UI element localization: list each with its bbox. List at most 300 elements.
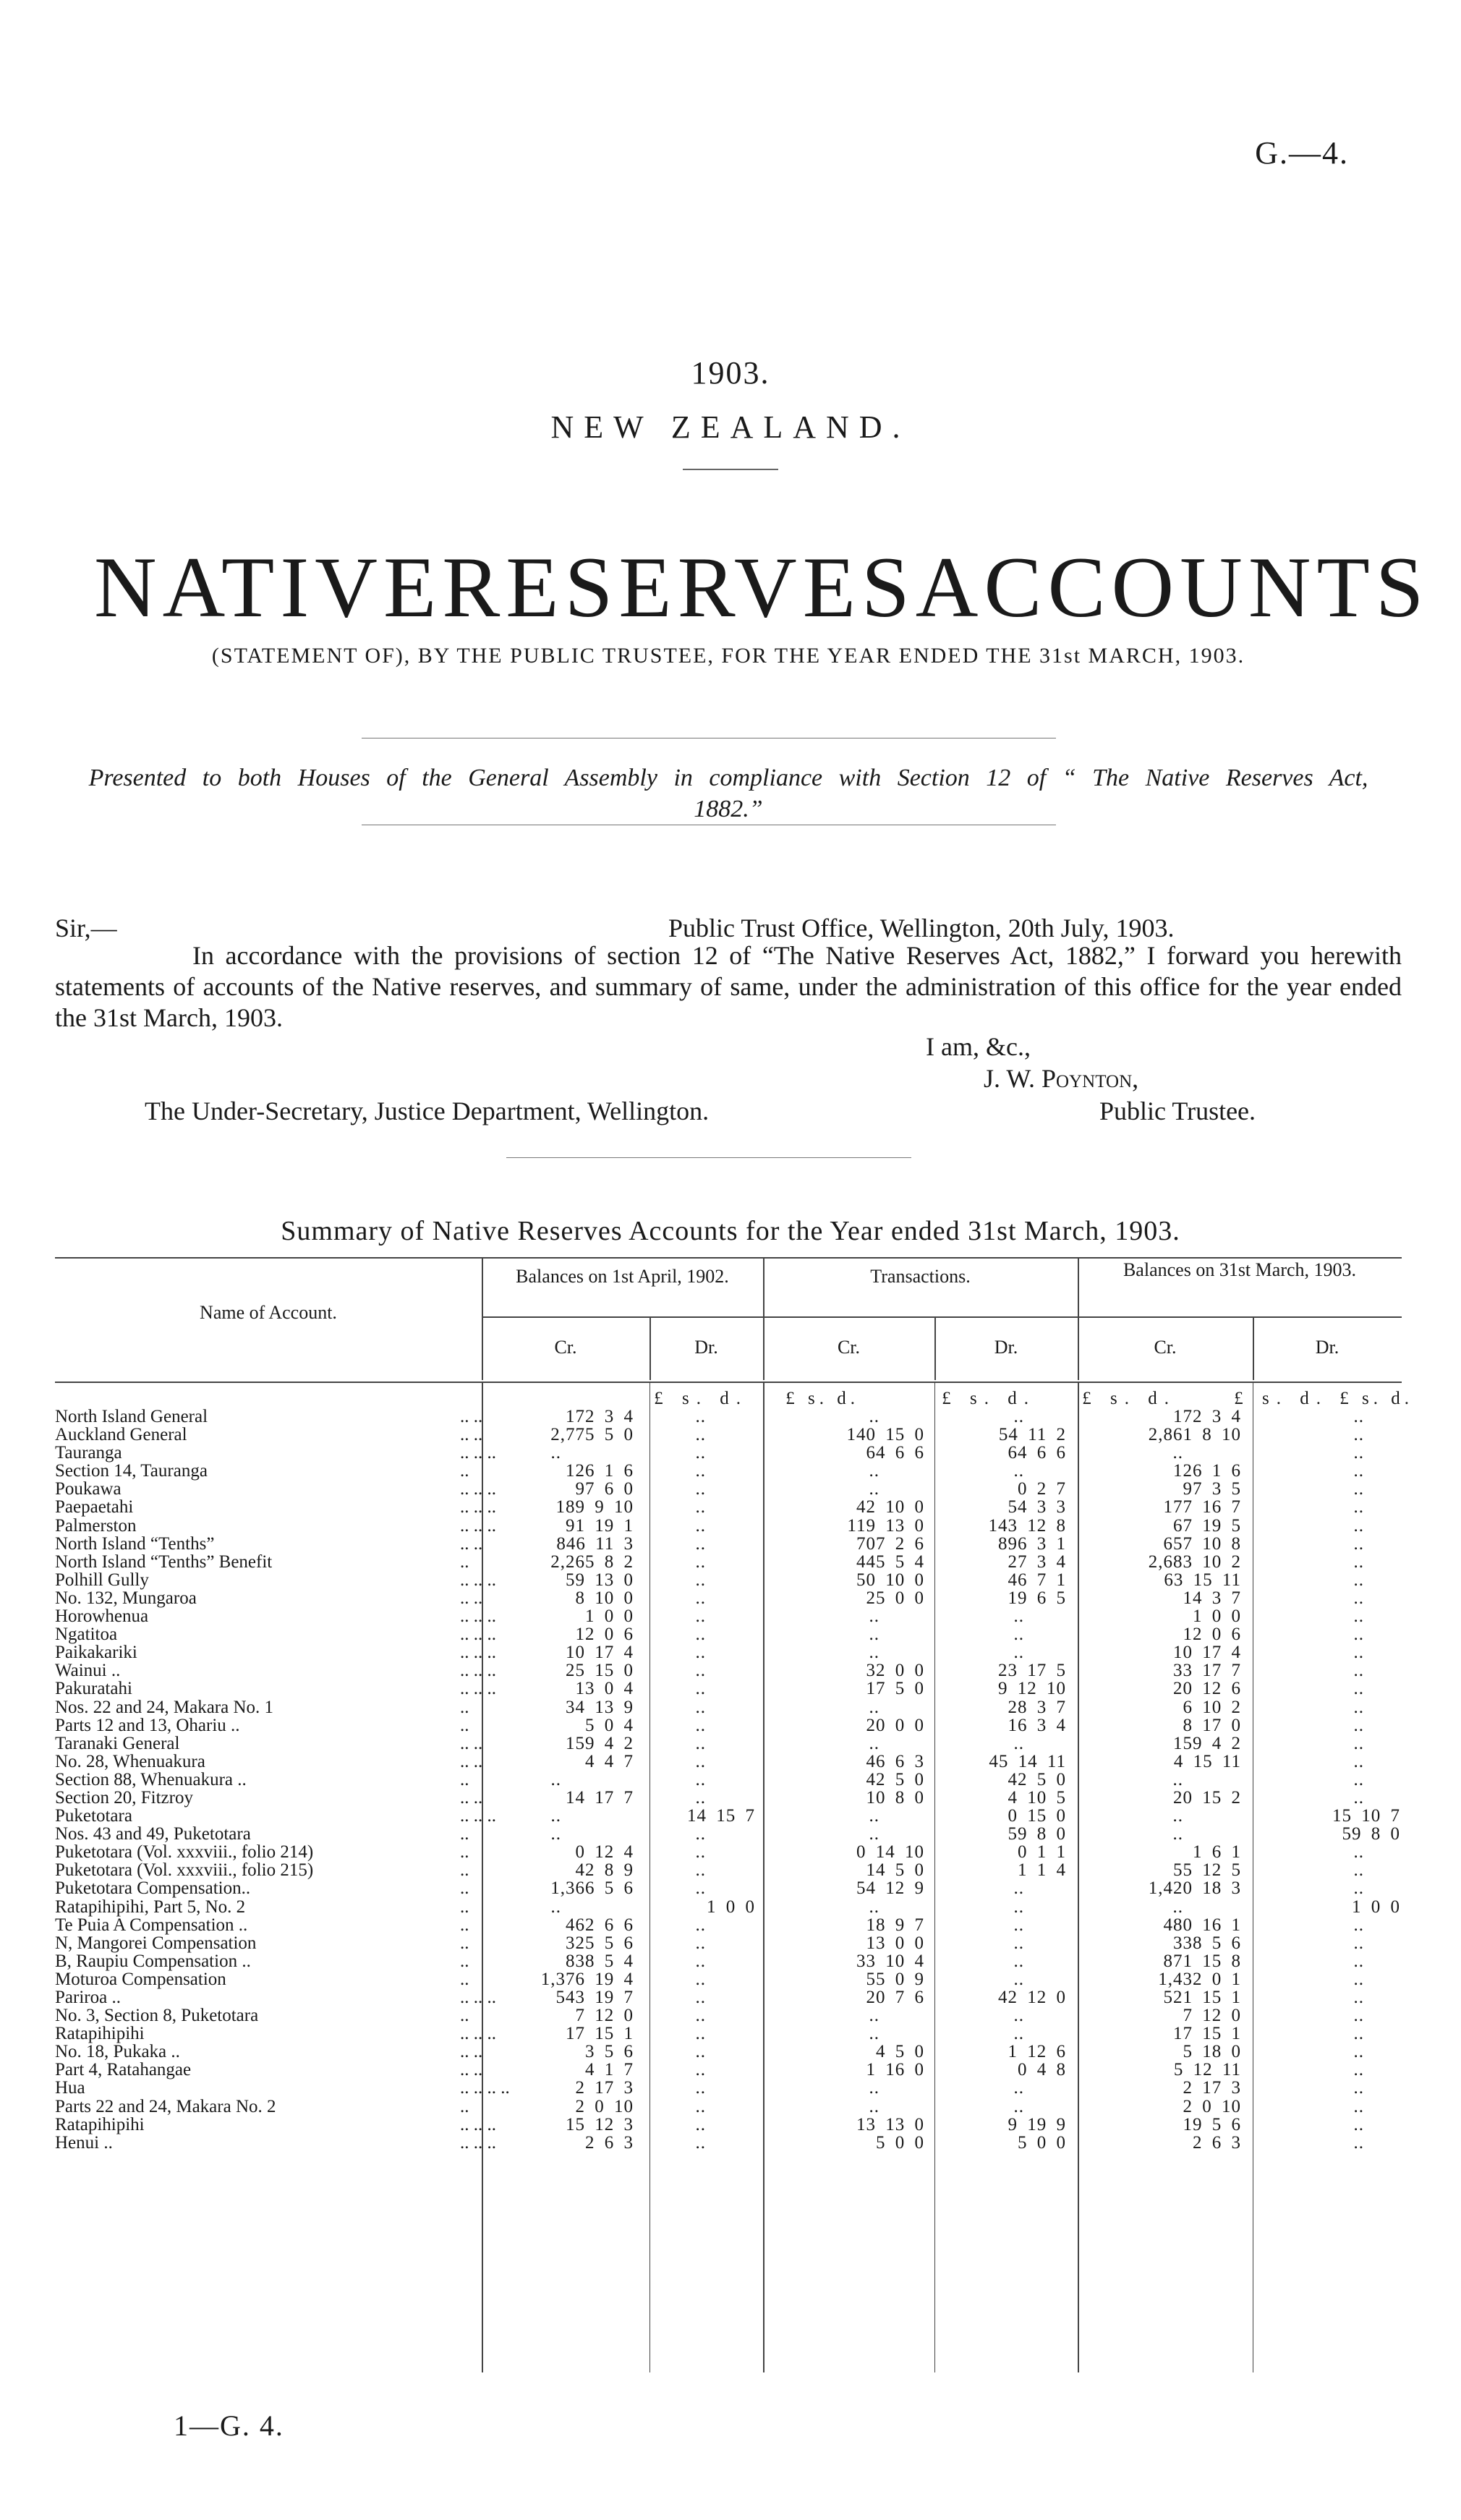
amount-cell: 46 6 3 [866,1751,924,1771]
amount-cell: .. [695,1679,706,1699]
amount-cell: .. [695,1769,706,1789]
amount-cell: .. [695,1497,706,1517]
amount-cell: .. [1172,1897,1183,1917]
amount-cell: 7 12 0 [575,2006,634,2026]
amount-cell: .. [695,1479,706,1499]
amount-cell: 17 5 0 [866,1679,924,1699]
table-row [55,1734,1402,1753]
amount-cell: .. [1353,1425,1364,1445]
amount-cell: 0 15 0 [1008,1806,1066,1826]
leader-dots: .. .. .. [460,1661,496,1681]
amount-cell: .. [1013,1933,1024,1953]
amount-cell: 13 0 4 [575,1679,634,1699]
letter-signer-title: Public Trustee. [1099,1097,1256,1125]
amount-cell: 5 18 0 [1183,2042,1241,2062]
amount-cell: 1 6 1 [1193,1842,1241,1863]
amount-cell: 54 12 9 [856,1878,924,1899]
amount-cell: .. [550,1769,561,1789]
amount-cell: .. [695,1733,706,1753]
amount-cell: .. [695,1878,706,1899]
col-header-name: Name of Account. [200,1302,337,1323]
table-row [55,1625,1402,1643]
amount-cell: 25 15 0 [566,1661,634,1681]
amount-cell: 67 19 5 [1173,1515,1241,1536]
amount-cell: 325 5 6 [566,1933,634,1953]
leader-dots: .. [460,1951,469,1971]
amount-cell: 19 6 5 [1008,1588,1066,1608]
amount-cell: .. [1353,1878,1364,1899]
account-name: B, Raupiu Compensation .. [55,1951,251,1971]
leader-dots: .. .. .. [460,2114,496,2134]
leader-dots: .. [460,1969,469,1989]
amount-cell: 2,265 8 2 [550,1551,634,1572]
amount-cell: 23 17 5 [998,1661,1066,1681]
amount-cell: .. [1353,1643,1364,1663]
amount-cell: .. [695,2024,706,2044]
table-row [55,1408,1402,1426]
country-heading: NEW ZEALAND. [550,409,911,445]
amount-cell: 12 0 6 [575,1625,634,1645]
amount-cell: 143 12 8 [988,1515,1066,1536]
amount-cell: .. [1353,1860,1364,1881]
account-name: Puketotara (Vol. xxxviii., folio 214) [55,1842,314,1863]
amount-cell: 2,861 8 10 [1148,1425,1241,1445]
leader-dots: .. [460,2006,469,2026]
amount-cell: .. [869,1733,879,1753]
amount-cell: 42 5 0 [866,1769,924,1789]
amount-cell: .. [869,1806,879,1826]
amount-cell: .. [695,1787,706,1808]
amount-cell: .. [695,1988,706,2007]
amount-cell: .. [1353,2024,1364,2044]
table-row [55,1480,1402,1498]
units: £ s. d. [654,1389,748,1408]
amount-cell: 5 0 4 [585,1715,634,1735]
table-row [55,1517,1402,1535]
account-name: Wainui .. [55,1661,121,1681]
account-name: North Island “Tenths” [55,1533,215,1554]
table-row [55,1498,1402,1516]
amount-cell: 189 9 10 [555,1497,634,1517]
amount-cell: .. [1353,1407,1364,1426]
amount-cell: .. [1353,1933,1364,1953]
amount-cell: 20 7 6 [866,1988,924,2007]
amount-cell: 25 0 0 [866,1588,924,1608]
leader-dots: .. .. .. [460,2132,496,2153]
amount-cell: .. [869,1407,879,1426]
amount-cell: .. [695,2078,706,2098]
amount-cell: .. [1353,1461,1364,1481]
account-name: Moturoa Compensation [55,1969,226,1989]
divider [506,1157,911,1158]
amount-cell: .. [550,1824,561,1844]
table-row [55,1898,1402,1916]
divider [683,469,778,470]
account-name: No. 28, Whenuakura [55,1751,205,1771]
amount-cell: .. [1013,1625,1024,1645]
leader-dots: .. .. [460,2060,483,2080]
table-row [55,2098,1402,2116]
amount-cell: 1 1 4 [1018,1860,1066,1881]
amount-cell: .. [695,2060,706,2080]
account-name: Pakuratahi [55,1679,132,1699]
col-header-transactions: Transactions. [870,1266,971,1287]
amount-cell: .. [1013,1733,1024,1753]
leader-dots: .. .. [460,1733,483,1753]
amount-cell: 45 14 11 [989,1751,1066,1771]
amount-cell: 172 3 4 [566,1407,634,1426]
account-name: Ratapihipihi [55,2114,145,2134]
leader-dots: .. .. .. [460,1988,496,2007]
leader-dots: .. .. .. [460,1806,496,1826]
account-name: Horowhenua [55,1606,149,1627]
amount-cell: 34 13 9 [566,1697,634,1717]
amount-cell: .. [695,1551,706,1572]
leader-dots: .. [460,1842,469,1863]
amount-cell: 1 0 0 [1193,1606,1241,1627]
account-name: Section 14, Tauranga [55,1461,208,1481]
amount-cell: .. [695,1915,706,1935]
amount-cell: 657 10 8 [1163,1533,1241,1554]
leader-dots: .. .. [460,1588,483,1608]
amount-cell: .. [1013,1969,1024,1989]
account-name: Part 4, Ratahangae [55,2060,192,2080]
amount-cell: 10 17 4 [1173,1643,1241,1663]
amount-cell: .. [695,1425,706,1445]
amount-cell: 63 15 11 [1164,1570,1241,1590]
amount-cell: .. [869,2096,879,2116]
amount-cell: 55 12 5 [1173,1860,1241,1881]
main-title [94,539,1430,635]
letter-closing: I am, &c., [926,1032,1031,1061]
amount-cell: .. [869,1625,879,1645]
amount-cell: .. [1013,1915,1024,1935]
amount-cell: .. [869,1643,879,1663]
leader-dots: .. .. [460,1787,483,1808]
account-name: Taranaki General [55,1733,180,1753]
presentation-note: Presented to both Houses of the General Assembly in compliance with Section 12 of “ The Native Reserves Act, 1882.” [88,765,1368,822]
amount-cell: .. [1353,1842,1364,1863]
amount-cell: 1,420 18 3 [1148,1878,1241,1899]
page-reference: G.—4. [1255,135,1349,171]
amount-cell: 707 2 6 [856,1533,924,1554]
amount-cell: .. [1353,2006,1364,2026]
table-row [55,2025,1402,2043]
amount-cell: .. [695,1461,706,1481]
amount-cell: 20 15 2 [1173,1787,1241,1808]
table-row [55,1843,1402,1861]
amount-cell: 159 4 2 [1173,1733,1241,1753]
account-name: Polhill Gully [55,1570,149,1590]
report-year: 1903. [691,355,770,391]
amount-cell: .. [1353,2042,1364,2062]
account-name: No. 18, Pukaka .. [55,2042,180,2062]
account-name: Nos. 43 and 49, Puketotara [55,1824,251,1844]
amount-cell: .. [695,1643,706,1663]
amount-cell: 64 6 6 [1008,1443,1066,1463]
amount-cell: 17 15 1 [566,2024,634,2044]
amount-cell: .. [695,1842,706,1863]
amount-cell: 2,683 10 2 [1148,1551,1241,1572]
amount-cell: .. [695,2114,706,2134]
account-name: Te Puia A Compensation .. [55,1915,248,1935]
title-word: ACCOUNTS [915,539,1430,635]
amount-cell: .. [695,1933,706,1953]
leader-dots: .. .. .. [460,1479,496,1499]
account-name: Section 20, Fitzroy [55,1787,193,1808]
amount-cell: 19 5 6 [1183,2114,1241,2134]
letter-addressee: The Under-Secretary, Justice Department, Wellington. [145,1097,710,1125]
account-name: Section 88, Whenuakura .. [55,1769,247,1789]
amount-cell: .. [1013,2006,1024,2026]
amount-cell: 2 6 3 [585,2132,634,2153]
col-header-dr: Dr. [994,1337,1018,1358]
amount-cell: 1 0 0 [707,1897,755,1917]
amount-cell: 172 3 4 [1173,1407,1241,1426]
amount-cell: .. [1353,1751,1364,1771]
amount-cell: 15 10 7 [1332,1806,1400,1826]
amount-cell: 13 13 0 [856,2114,924,2134]
amount-cell: .. [695,1860,706,1881]
leader-dots: .. .. .. [460,1679,496,1699]
amount-cell: 0 2 7 [1018,1479,1066,1499]
leader-dots: .. [460,1897,469,1917]
amount-cell: 59 13 0 [566,1570,634,1590]
leader-dots: .. [460,1697,469,1717]
leader-dots: .. .. [460,1425,483,1445]
leader-dots: .. .. .. [460,1443,496,1463]
leader-dots: .. [460,1860,469,1881]
table-row [55,1661,1402,1680]
leader-dots: .. .. [460,1751,483,1771]
amount-cell: 3 5 6 [585,2042,634,2062]
amount-cell: .. [695,1697,706,1717]
amount-cell: .. [1353,2060,1364,2080]
amount-cell: 2 17 3 [1183,2078,1241,2098]
account-name: No. 132, Mungaroa [55,1588,197,1608]
amount-cell: 0 14 10 [856,1842,924,1863]
amount-cell: 97 3 5 [1183,1479,1241,1499]
amount-cell: .. [1353,1697,1364,1717]
amount-cell: 338 5 6 [1173,1933,1241,1953]
table-row [55,1643,1402,1661]
amount-cell: .. [695,1533,706,1554]
leader-dots: .. .. .. [460,1570,496,1590]
amount-cell: .. [1353,1715,1364,1735]
amount-cell: 2 0 10 [1183,2096,1241,2116]
amount-cell: .. [1353,1787,1364,1808]
col-header-closing: Balances on 31st March, 1903. [1123,1259,1357,1280]
amount-cell: 42 5 0 [1008,1769,1066,1789]
leader-dots: .. .. .. [460,1515,496,1536]
account-name: Poukawa [55,1479,122,1499]
col-header-dr: Dr. [1315,1337,1339,1358]
amount-cell: 59 8 0 [1342,1824,1400,1844]
amount-cell: .. [1353,1769,1364,1789]
amount-cell: 2 17 3 [575,2078,634,2098]
amount-cell: 4 5 0 [876,2042,924,2062]
amount-cell: 846 11 3 [556,1533,634,1554]
amount-cell: .. [1013,1951,1024,1971]
amount-cell: 91 19 1 [566,1515,634,1536]
account-name: Puketotara Compensation.. [55,1878,251,1899]
units: £ s. d. [1234,1389,1328,1408]
amount-cell: .. [869,2024,879,2044]
amount-cell: .. [1013,1606,1024,1627]
amount-cell: .. [1353,1661,1364,1681]
summary-title: Summary of Native Reserves Accounts for the Year ended 31st March, 1903. [281,1216,1180,1246]
amount-cell: .. [1353,1915,1364,1935]
folio: 1—G. 4. [174,2409,284,2442]
leader-dots: .. .. .. [460,1625,496,1645]
amount-cell: 543 19 7 [555,1988,634,2007]
leader-dots: .. .. .. .. [460,2078,510,2098]
amount-cell: .. [695,1407,706,1426]
account-name: Pariroa .. [55,1988,121,2007]
account-name: Paikakariki [55,1643,137,1663]
amount-cell: 462 6 6 [566,1915,634,1935]
amount-cell: .. [550,1443,561,1463]
table-row [55,1571,1402,1589]
account-name: Ngatitoa [55,1625,118,1645]
amount-cell: 16 3 4 [1008,1715,1066,1735]
amount-cell: .. [1172,1806,1183,1826]
amount-cell: .. [695,1969,706,1989]
amount-cell: 15 12 3 [566,2114,634,2134]
letter-body: In accordance with the provisions of section 12 of “The Native Reserves Act, 1882,” I forward you herewith statements of accounts of the Native reserves, and summary of same, under the administration of this office for the year ended the 31st March, 1903. [55,941,1402,1033]
amount-cell: .. [695,2042,706,2062]
amount-cell: 17 15 1 [1173,2024,1241,2044]
table-row [55,2079,1402,2097]
amount-cell: 5 12 11 [1173,2060,1241,2080]
account-name: Henui .. [55,2132,113,2153]
amount-cell: .. [869,2006,879,2026]
amount-cell: 12 0 6 [1183,1625,1241,1645]
amount-cell: .. [1172,1824,1183,1844]
leader-dots: .. .. [460,2042,483,2062]
amount-cell: .. [1172,1769,1183,1789]
amount-cell: .. [1353,1679,1364,1699]
amount-cell: 18 9 7 [866,1915,924,1935]
amount-cell: 838 5 4 [566,1951,634,1971]
amount-cell: .. [1353,1625,1364,1645]
amount-cell: 27 3 4 [1008,1551,1066,1572]
amount-cell: .. [1013,1461,1024,1481]
amount-cell: 8 17 0 [1183,1715,1241,1735]
account-name: Palmerston [55,1515,137,1536]
amount-cell: 10 8 0 [866,1787,924,1808]
account-name: Hua [55,2078,85,2098]
table-row [55,1535,1402,1553]
amount-cell: .. [869,2078,879,2098]
leader-dots: .. [460,1551,469,1572]
account-name: Puketotara (Vol. xxxviii., folio 215) [55,1860,314,1881]
amount-cell: .. [1353,2114,1364,2134]
amount-cell: 32 0 0 [866,1661,924,1681]
amount-cell: .. [695,2096,706,2116]
amount-cell: .. [1172,1443,1183,1463]
amount-cell: 59 8 0 [1008,1824,1066,1844]
units: £ s. d. [942,1389,1036,1408]
amount-cell: 50 10 0 [856,1570,924,1590]
units: £ s. d. [785,1389,859,1408]
table-row [55,1789,1402,1807]
amount-cell: .. [1353,1570,1364,1590]
amount-cell: 42 10 0 [856,1497,924,1517]
amount-cell: .. [1013,1878,1024,1899]
amount-cell: .. [695,1951,706,1971]
amount-cell: 6 10 2 [1183,1697,1241,1717]
amount-cell: 14 15 7 [687,1806,755,1826]
table-top-rule [55,1257,1402,1259]
amount-cell: .. [695,1625,706,1645]
leader-dots: .. .. .. [460,1643,496,1663]
amount-cell: 2,775 5 0 [550,1425,634,1445]
amount-cell: 54 11 2 [998,1425,1066,1445]
leader-dots: .. .. .. [460,2024,496,2044]
amount-cell: .. [1353,1551,1364,1572]
amount-cell: .. [1353,1515,1364,1536]
amount-cell: 126 1 6 [566,1461,634,1481]
leader-dots: .. .. [460,1407,483,1426]
amount-cell: 140 15 0 [846,1425,924,1445]
amount-cell: .. [695,1606,706,1627]
table-row [55,1698,1402,1716]
amount-cell: 896 3 1 [998,1533,1066,1554]
amount-cell: 1 12 6 [1008,2042,1066,2062]
col-header-opening: Balances on 1st April, 1902. [516,1266,729,1287]
amount-cell: 521 15 1 [1163,1988,1241,2007]
amount-cell: .. [1013,1407,1024,1426]
amount-cell: .. [695,1824,706,1844]
amount-cell: .. [869,1897,879,1917]
amount-cell: 1 0 0 [1352,1897,1400,1917]
amount-cell: 177 16 7 [1163,1497,1241,1517]
account-name: Ratapihipihi [55,2024,145,2044]
amount-cell: .. [1013,2078,1024,2098]
amount-cell: 20 0 0 [866,1715,924,1735]
amount-cell: 33 10 4 [856,1951,924,1971]
amount-cell: .. [550,1897,561,1917]
account-name: North Island “Tenths” Benefit [55,1551,273,1572]
table-body [55,1408,1402,2152]
account-name: Ratapihipihi, Part 5, No. 2 [55,1897,246,1917]
amount-cell: 8 10 0 [575,1588,634,1608]
amount-cell: .. [869,1479,879,1499]
amount-cell: 14 3 7 [1183,1588,1241,1608]
amount-cell: 480 16 1 [1163,1915,1241,1935]
amount-cell: 55 0 9 [866,1969,924,1989]
amount-cell: .. [550,1806,561,1826]
amount-cell: .. [1353,1969,1364,1989]
amount-cell: .. [869,1824,879,1844]
amount-cell: 445 5 4 [856,1551,924,1572]
table-row [55,2043,1402,2061]
amount-cell: .. [695,1715,706,1735]
amount-cell: 0 12 4 [575,1842,634,1863]
account-name: N, Mangorei Compensation [55,1933,257,1953]
amount-cell: 2 6 3 [1193,2132,1241,2153]
table-row [55,1825,1402,1843]
account-name: No. 3, Section 8, Puketotara [55,2006,259,2026]
amount-cell: 0 1 1 [1018,1842,1066,1863]
header-mid-rule [482,1316,1402,1318]
col-header-dr: Dr. [694,1337,718,1358]
leader-dots: .. [460,1461,469,1481]
amount-cell: .. [695,2132,706,2153]
col-header-cr: Cr. [554,1337,577,1358]
amount-cell: .. [1013,1643,1024,1663]
